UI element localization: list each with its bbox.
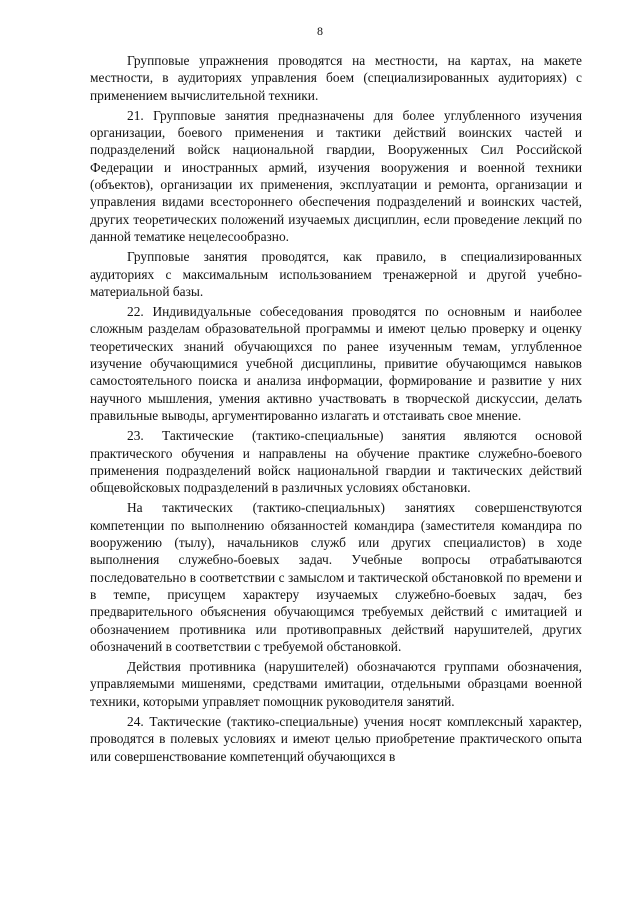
page-number: 8 [317, 24, 323, 38]
document-body [90, 52, 582, 765]
paragraph-22-individual-interviews: 22. Индивидуальные собеседования проводятся по основным и наиболее сложным разделам образовательной программы и имеют целью проверку и оценку теоретических знаний обучающихся по ранее изученным темам, углубленное изучение обучающимися учебной дисциплины, привитие обучающимся навыков самостоятельного поиска и анализа информации, формирование и развитие у них научного мышления, умения активно участвовать в творческой дискуссии, делать правильные выводы, аргументированно излагать и отстаивать свое мнение. [90, 304, 582, 423]
paragraph-tactical-competencies: На тактических (тактико-специальных) занятиях совершенствуются компетенции по выполнению обязанностей командира (заместителя командира по вооружению (тылу), начальников служб или других специалистов) в ходе выполнения служебно-боевых задач. Учебные вопросы отрабатываются последовательно в соответствии с замыслом и тактической обстановкой по времени и в темпе, присущем характеру изучаемых служебно-боевых задач, без предварительного объяснения обучающимся требуемых действий с имитацией и обозначением противника или противоправных действий нарушителей, других обозначений в соответствии с требуемой обстановкой. [90, 500, 582, 654]
paragraph-group-classes-conduct: Групповые занятия проводятся, как правило, в специализированных аудиториях с максимальным использованием тренажерной и другой учебно-материальной базы. [90, 249, 582, 299]
paragraph-23-tactical-classes: 23. Тактические (тактико-специальные) занятия являются основой практического обучения и направлены на обучение практике служебно-боевого применения подразделений войск национальной гвардии и тактических действий общевойсковых подразделений в различных условиях обстановки. [90, 428, 582, 496]
paragraph-enemy-actions: Действия противника (нарушителей) обозначаются группами обозначения, управляемыми мишенями, средствами имитации, отдельными образцами военной техники, которыми управляет помощник руководителя занятий. [90, 659, 582, 709]
paragraph-24-tactical-exercises: 24. Тактические (тактико-специальные) учения носят комплексный характер, проводятся в полевых условиях и имеют целью приобретение практического опыта или совершенствование компетенций обучающихся в [90, 713, 582, 764]
paragraph-group-exercises: Групповые упражнения проводятся на местности, на картах, на макете местности, в аудиториях управления боем (специализированных аудиториях) с применением вычислительной техники. [90, 53, 582, 103]
paragraph-21-group-classes: 21. Групповые занятия предназначены для более углубленного изучения организации, боевого применения и тактики действий воинских частей и подразделений войск национальной гвардии, Вооруженных Сил Российской Федерации и иностранных армий, изучения вооружения и военной техники (объектов), организации их применения, эксплуатации и ремонта, организации и управления видами всестороннего обеспечения подразделений и воинских частей, других теоретических положений изучаемых дисциплин, если проведение лекций по данной тематике нецелесообразно. [90, 107, 582, 244]
